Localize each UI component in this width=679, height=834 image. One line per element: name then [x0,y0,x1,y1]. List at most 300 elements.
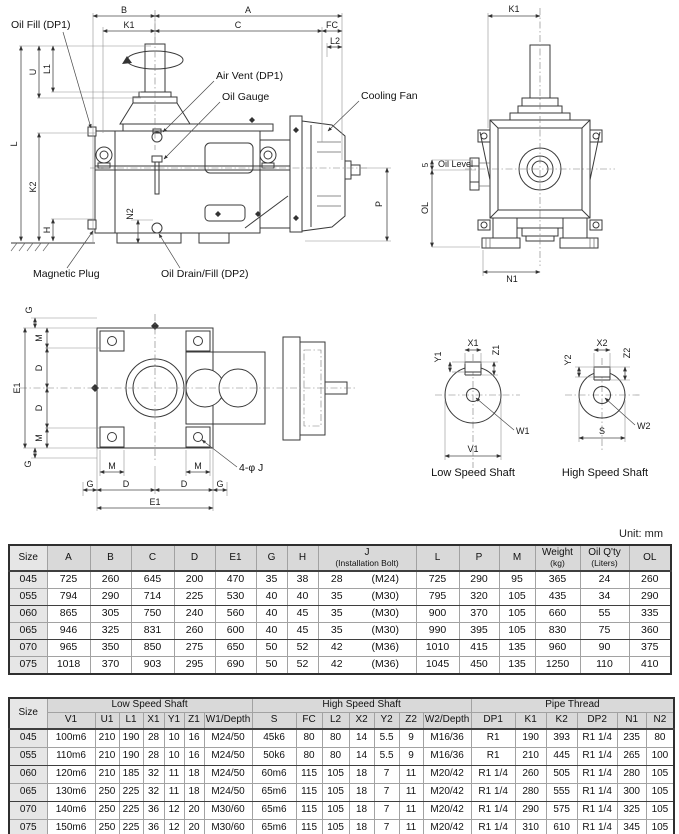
t2-cell: 11 [399,766,423,784]
callout-oil-drain: Oil Drain/Fill (DP2) [161,268,249,280]
t1-cell: 45 [287,623,318,640]
dim-label-z2: Z2 [622,347,632,359]
unit-note: Unit: mm [619,528,663,540]
bolt-note-label: 4-φ J [239,462,264,474]
gear-unit-side-view [5,0,430,290]
oil-drain-plug [152,223,162,233]
top-view-housing [20,314,357,462]
t2-cell: 190 [515,729,546,748]
t1-cell: 40 [287,589,318,606]
t2-column-header: S [252,713,296,730]
t2-column-header: DP1 [471,713,515,730]
rotation-arrow [122,56,132,64]
t2-cell: R1 1/4 [577,820,617,834]
t2-cell: 100m6 [47,729,95,748]
t2-cell: 115 [296,802,322,820]
t1-column-header: M [499,545,535,571]
t2-cell: 575 [546,802,577,820]
eye-bolt-right [260,147,276,163]
callout-oil-gauge: Oil Gauge [222,91,270,103]
t2-cell: 14 [349,748,374,766]
dim-label-k1: K1 [123,20,135,30]
t1-cell: 690 [215,657,256,675]
t2-cell: 18 [349,766,374,784]
t2-size-cell: 070 [9,802,47,820]
t1-cell: 903 [131,657,174,675]
t2-cell: M24/50 [204,766,252,784]
t2-column-header: X2 [349,713,374,730]
t1-cell: 305 [90,606,131,623]
t2-cell: 555 [546,784,577,802]
t1-cell: (M36) [355,657,416,675]
t2-size-cell: 065 [9,784,47,802]
t1-cell: 38 [287,571,318,589]
dim-label-p: P [374,200,384,208]
t1-cell: 50 [256,657,287,675]
t1-row [9,589,671,606]
callout-air-vent: Air Vent (DP1) [216,70,284,82]
t2-cell: 50k6 [252,748,296,766]
t1-body [9,571,671,674]
t1-row [9,571,671,589]
t2-row [9,729,674,748]
t1-cell: 110 [580,657,629,675]
t2-cell: 310 [515,820,546,834]
ground-hatch [11,243,49,251]
t2-column-header: Y2 [374,713,399,730]
t2-cell: 5.5 [374,748,399,766]
t2-cell: 28 [143,748,164,766]
t2-cell: M30/60 [204,820,252,834]
t2-group-header: Pipe Thread [471,698,674,713]
t1-cell: 260 [629,571,671,589]
t2-column-header: U1 [95,713,119,730]
gear-unit-top-view [5,290,380,530]
t2-group-header: High Speed Shaft [252,698,471,713]
t1-cell: 990 [416,623,459,640]
t2-cell: R1 1/4 [471,820,515,834]
t2-cell: R1 [471,729,515,748]
t2-cell: 18 [349,820,374,834]
front-view-housing [465,8,615,266]
t2-cell: 80 [296,729,322,748]
t1-cell: 965 [47,640,90,657]
t2-cell: 105 [322,766,349,784]
t2-cell: 250 [95,784,119,802]
t2-group-header: Size [9,698,47,729]
t2-cell: 14 [349,729,374,748]
t2-cell: 11 [164,766,184,784]
dim-label-u: U [28,68,38,76]
t2-cell: 16 [184,729,204,748]
t2-cell: R1 1/4 [577,729,617,748]
t1-cell: 960 [535,640,580,657]
t1-cell: 1010 [416,640,459,657]
dim-label-m: M [34,334,44,342]
t2-cell: 7 [374,802,399,820]
t2-cell: 105 [646,766,674,784]
t2-cell: R1 1/4 [471,766,515,784]
t1-column-header: Size [9,545,47,571]
dim-label-l1: L1 [42,63,52,75]
t1-cell: 450 [459,657,499,675]
t1-cell: 395 [459,623,499,640]
t2-cell: 45k6 [252,729,296,748]
t2-cell: 105 [322,802,349,820]
t2-cell: 280 [515,784,546,802]
t1-cell: 725 [47,571,90,589]
t2-header [9,698,674,729]
t1-cell: 725 [416,571,459,589]
t1-cell: 105 [499,606,535,623]
t1-cell: 42 [318,640,355,657]
t2-cell: 210 [95,766,119,784]
t1-cell: 95 [499,571,535,589]
callout-cooling-fan: Cooling Fan [361,90,418,102]
t2-cell: 80 [296,748,322,766]
dim-label-d: D [34,404,44,412]
dim-label-ol: OL [420,201,430,215]
t1-cell: 105 [499,623,535,640]
t2-cell: 7 [374,784,399,802]
t2-cell: 610 [546,820,577,834]
t1-cell: 560 [215,606,256,623]
t2-cell: 190 [119,729,143,748]
t2-cell: 140m6 [47,802,95,820]
t1-cell: 865 [47,606,90,623]
t2-cell: 260 [515,766,546,784]
t1-cell: 290 [629,589,671,606]
t2-cell: 32 [143,766,164,784]
t2-cell: R1 1/4 [577,784,617,802]
dim-label-w1: W1 [516,426,530,436]
dim-label-g: G [216,479,224,489]
t2-cell: M24/50 [204,784,252,802]
dim-label-l: L [9,141,19,147]
magnetic-plug-glyph [88,220,96,229]
t1-cell: 350 [90,640,131,657]
t1-column-header: C [131,545,174,571]
t2-cell: 65m6 [252,784,296,802]
t2-cell: 250 [95,802,119,820]
dim-label-d: D [180,479,188,489]
t2-cell: 12 [164,820,184,834]
t1-cell: 325 [90,623,131,640]
t2-column-header: DP2 [577,713,617,730]
t1-column-header: Oil Q'ty (Liters) [580,545,629,571]
t2-cell: 100 [646,748,674,766]
t2-column-header: Z2 [399,713,423,730]
t2-cell: 225 [119,802,143,820]
dim-label-d: D [122,479,130,489]
t2-row [9,766,674,784]
t2-cell: 105 [322,820,349,834]
t2-group-header: Low Speed Shaft [47,698,252,713]
t2-cell: M20/42 [423,766,471,784]
t2-cell: 115 [296,766,322,784]
t1-cell: 260 [90,571,131,589]
t1-cell: 370 [90,657,131,675]
t1-cell: 370 [459,606,499,623]
dim-label-c: C [234,20,242,30]
t2-cell: 65m6 [252,820,296,834]
dim-label-x1: X1 [467,338,479,348]
t1-cell: 410 [629,657,671,675]
t2-cell: 28 [143,729,164,748]
t2-cell: 20 [184,802,204,820]
oil-gauge-glyph [152,156,162,162]
t1-column-header: A [47,545,90,571]
shaft-detail-table [8,697,675,834]
t1-column-header: E1 [215,545,256,571]
t1-column-header: H [287,545,318,571]
dim-label-b: B [120,5,128,15]
t2-cell: 7 [374,766,399,784]
t2-row [9,748,674,766]
dim-label-g: G [86,479,94,489]
dim-label-z1: Z1 [491,344,501,356]
t1-cell: 40 [256,606,287,623]
t2-column-header: W2/Depth [423,713,471,730]
callout-magnetic-plug: Magnetic Plug [33,268,100,280]
t2-subheader-row [9,713,674,730]
dim-label-g: G [23,460,33,468]
t1-size-cell: 055 [9,589,47,606]
t2-cell: 130m6 [47,784,95,802]
t2-cell: 120m6 [47,766,95,784]
dim-label-m: M [194,461,202,471]
t1-column-header: L [416,545,459,571]
t1-cell: 34 [580,589,629,606]
t1-column-header: P [459,545,499,571]
t2-cell: 18 [349,802,374,820]
gear-unit-front-view [420,0,679,290]
t1-cell: 750 [131,606,174,623]
t2-cell: 393 [546,729,577,748]
dim-label-h: H [42,226,52,234]
t1-cell: 28 [318,571,355,589]
t2-cell: 225 [119,784,143,802]
high-speed-shaft-caption: High Speed Shaft [561,467,649,479]
t1-row [9,640,671,657]
oil-level-label: Oil Level [438,159,474,169]
dim-label-l2: L2 [329,36,341,46]
front-view-dimension-lines [432,16,540,272]
t1-cell: 435 [535,589,580,606]
t2-cell: M24/50 [204,748,252,766]
t1-cell: 1250 [535,657,580,675]
t2-cell: 190 [119,748,143,766]
t2-cell: 80 [322,729,349,748]
t2-cell: 210 [95,729,119,748]
dim-label-n2: N2 [125,208,135,220]
t2-cell: 20 [184,820,204,834]
t1-column-header: OL [629,545,671,571]
t2-cell: M30/60 [204,802,252,820]
t2-cell: 18 [184,784,204,802]
t2-cell: 10 [164,729,184,748]
dim-label-m: M [34,434,44,442]
t1-cell: 946 [47,623,90,640]
t1-cell: 35 [318,623,355,640]
t1-cell: 831 [131,623,174,640]
t1-cell: 75 [580,623,629,640]
t1-cell: 415 [459,640,499,657]
t1-cell: 40 [256,623,287,640]
t1-cell: 1018 [47,657,90,675]
t2-cell: 11 [399,802,423,820]
t2-column-header: L2 [322,713,349,730]
t1-cell: 290 [90,589,131,606]
t1-cell: 24 [580,571,629,589]
t2-cell: 290 [515,802,546,820]
t1-cell: 470 [215,571,256,589]
t1-column-header: B [90,545,131,571]
t1-cell: 295 [174,657,215,675]
t1-cell: 105 [499,589,535,606]
dim-label-v1: V1 [467,444,479,454]
t2-size-cell: 060 [9,766,47,784]
t2-cell: 18 [184,766,204,784]
t2-cell: 150m6 [47,820,95,834]
t1-cell: 35 [318,589,355,606]
t1-row [9,657,671,675]
low-speed-shaft-section [431,338,529,479]
t2-size-cell: 075 [9,820,47,834]
dim-label-s: S [598,426,606,436]
t1-cell: (M30) [355,623,416,640]
t2-cell: 300 [617,784,646,802]
t2-cell: 65m6 [252,802,296,820]
t1-cell: 900 [416,606,459,623]
dim-label-m: M [108,461,116,471]
t2-cell: M20/42 [423,802,471,820]
t2-row [9,802,674,820]
t1-cell: 714 [131,589,174,606]
t2-cell: 36 [143,802,164,820]
t1-column-header: J (Installation Bolt) [318,545,416,571]
dim-label-e1: E1 [149,497,161,507]
t1-cell: (M30) [355,589,416,606]
t2-column-header: Z1 [184,713,204,730]
shaft-section-views [420,320,679,510]
t2-cell: M16/36 [423,748,471,766]
t1-cell: 135 [499,657,535,675]
dim-label-y2: Y2 [563,354,573,366]
t2-body [9,729,674,834]
t2-cell: 115 [296,820,322,834]
t1-cell: 530 [215,589,256,606]
t1-cell: 260 [174,623,215,640]
t2-cell: 18 [349,784,374,802]
t2-column-header: Y1 [164,713,184,730]
t1-cell: 360 [629,623,671,640]
t1-header-row [9,545,671,571]
t2-cell: 11 [399,820,423,834]
t1-cell: (M30) [355,606,416,623]
t2-cell: 9 [399,748,423,766]
t1-cell: 365 [535,571,580,589]
t2-cell: R1 [471,748,515,766]
t1-cell: 135 [499,640,535,657]
t2-cell: 36 [143,820,164,834]
low-speed-shaft-caption: Low Speed Shaft [431,467,515,479]
t1-cell: 52 [287,640,318,657]
eye-bolt-left [96,147,112,163]
dim-label-y1: Y1 [433,351,443,363]
t2-cell: 210 [515,748,546,766]
t2-cell: 9 [399,729,423,748]
t2-size-cell: 055 [9,748,47,766]
t1-cell: 375 [629,640,671,657]
t1-cell: 45 [287,606,318,623]
t2-cell: 10 [164,748,184,766]
dimension-table [8,544,672,675]
t2-cell: 325 [617,802,646,820]
t1-cell: (M36) [355,640,416,657]
t1-cell: 335 [629,606,671,623]
t2-cell: R1 1/4 [577,766,617,784]
t1-cell: 600 [215,623,256,640]
t1-cell: 1045 [416,657,459,675]
t2-column-header: K2 [546,713,577,730]
high-speed-shaft-section [562,338,651,479]
t2-column-header: W1/Depth [204,713,252,730]
t2-cell: R1 1/4 [471,802,515,820]
t1-cell: 320 [459,589,499,606]
dim-label-5: 5 [421,162,430,168]
t1-size-cell: 070 [9,640,47,657]
t2-cell: R1 1/4 [577,802,617,820]
t2-column-header: FC [296,713,322,730]
t2-cell: 60m6 [252,766,296,784]
dim-label-fc: FC [326,20,338,30]
t2-cell: 80 [322,748,349,766]
t2-row [9,820,674,834]
t1-cell: 90 [580,640,629,657]
t2-column-header: N2 [646,713,674,730]
t1-cell: 52 [287,657,318,675]
t2-cell: M20/42 [423,784,471,802]
t1-cell: 40 [256,589,287,606]
t1-cell: 830 [535,623,580,640]
t2-cell: 225 [119,820,143,834]
t2-cell: 12 [164,802,184,820]
t2-column-header: L1 [119,713,143,730]
dim-label-w2: W2 [637,421,651,431]
t1-cell: 290 [459,571,499,589]
t2-cell: 110m6 [47,748,95,766]
t2-cell: 5.5 [374,729,399,748]
t1-cell: 275 [174,640,215,657]
t1-header [9,545,671,571]
dim-label-k1-front: K1 [508,4,520,14]
t2-column-header: K1 [515,713,546,730]
t2-cell: 105 [646,802,674,820]
dim-label-e1: E1 [12,382,22,394]
t2-cell: 445 [546,748,577,766]
t1-cell: 35 [318,606,355,623]
t1-row [9,623,671,640]
t2-cell: 11 [164,784,184,802]
t2-cell: 265 [617,748,646,766]
t2-cell: M24/50 [204,729,252,748]
t2-cell: 280 [617,766,646,784]
t2-column-header: X1 [143,713,164,730]
t2-cell: R1 1/4 [577,748,617,766]
t1-column-header: D [174,545,215,571]
t1-size-cell: 065 [9,623,47,640]
